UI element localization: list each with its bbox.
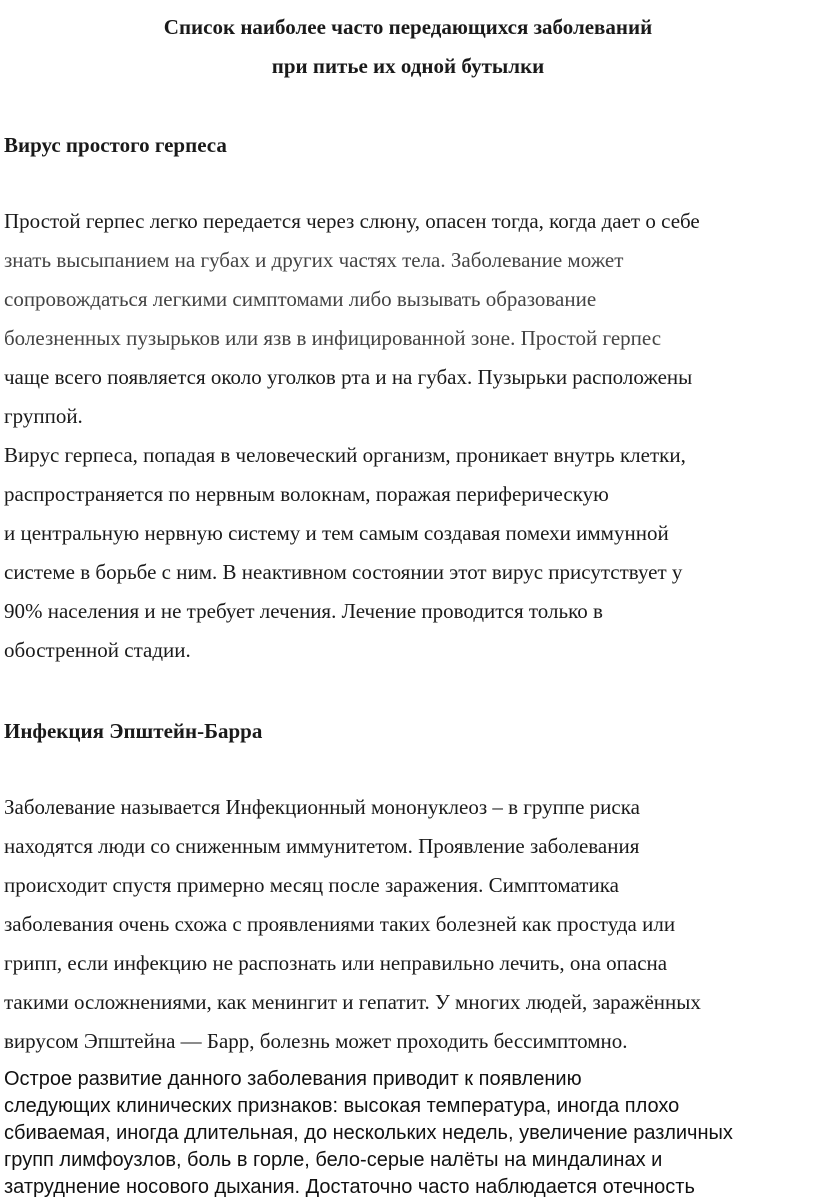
- text-line: следующих клинических признаков: высокая температура, иногда плохо: [4, 1095, 680, 1117]
- section-heading-herpes: Вирус простого герпеса: [4, 133, 227, 157]
- title-line-2: при питье их одной бутылки: [271, 54, 545, 78]
- text-line: такими осложнениями, как менингит и гепатит. У многих людей, заражённых: [4, 990, 701, 1014]
- text-line: происходит спустя примерно месяц после заражения. Симптоматика: [4, 873, 619, 897]
- text-line: группой.: [4, 404, 83, 428]
- text-line: и центральную нервную систему и тем самым создавая помехи иммунной: [4, 521, 669, 545]
- text-line: знать высыпанием на губах и других частях тела. Заболевание может: [4, 248, 624, 272]
- text-line: грипп, если инфекцию не распознать или неправильно лечить, она опасна: [4, 951, 668, 975]
- text-line: затруднение носового дыхания. Достаточно часто наблюдается отечность: [4, 1176, 695, 1198]
- herpes-paragraph-2: [4, 436, 816, 670]
- text-line: Простой герпес легко передается через слюну, опасен тогда, когда дает о себе: [4, 209, 700, 233]
- document-title: [0, 8, 816, 86]
- epstein-barr-paragraph-2: [4, 1066, 816, 1201]
- text-line: Острое развитие данного заболевания приводит к появлению: [4, 1068, 582, 1090]
- text-line: 90% населения и не требует лечения. Лечение проводится только в: [4, 599, 603, 623]
- text-line: чаще всего появляется около уголков рта и на губах. Пузырьки расположены: [4, 365, 693, 389]
- text-line: распространяется по нервным волокнам, поражая периферическую: [4, 482, 609, 506]
- text-line: находятся люди со сниженным иммунитетом. Проявление заболевания: [4, 834, 640, 858]
- text-line: сбиваемая, иногда длительная, до нескольких недель, увеличение различных: [4, 1122, 733, 1144]
- herpes-paragraph-1: [4, 202, 816, 436]
- text-line: групп лимфоузлов, боль в горле, бело-серые налёты на миндалинах и: [4, 1149, 663, 1171]
- text-line: вирусом Эпштейна — Барр, болезнь может проходить бессимптомно.: [4, 1029, 628, 1053]
- text-line: обостренной стадии.: [4, 638, 191, 662]
- text-line: болезненных пузырьков или язв в инфицированной зоне. Простой герпес: [4, 326, 662, 350]
- text-line: Заболевание называется Инфекционный мононуклеоз – в группе риска: [4, 795, 640, 819]
- section-heading-epstein-barr: Инфекция Эпштейн-Барра: [4, 719, 263, 743]
- text-line: заболевания очень схожа с проявлениями таких болезней как простуда или: [4, 912, 676, 936]
- text-line: Вирус герпеса, попадая в человеческий организм, проникает внутрь клетки,: [4, 443, 686, 467]
- text-line: сопровождаться легкими симптомами либо вызывать образование: [4, 287, 597, 311]
- epstein-barr-paragraph-1: [4, 788, 816, 1061]
- text-line: системе в борьбе с ним. В неактивном состоянии этот вирус присутствует у: [4, 560, 683, 584]
- title-line-1: Список наиболее часто передающихся заболеваний: [163, 15, 653, 39]
